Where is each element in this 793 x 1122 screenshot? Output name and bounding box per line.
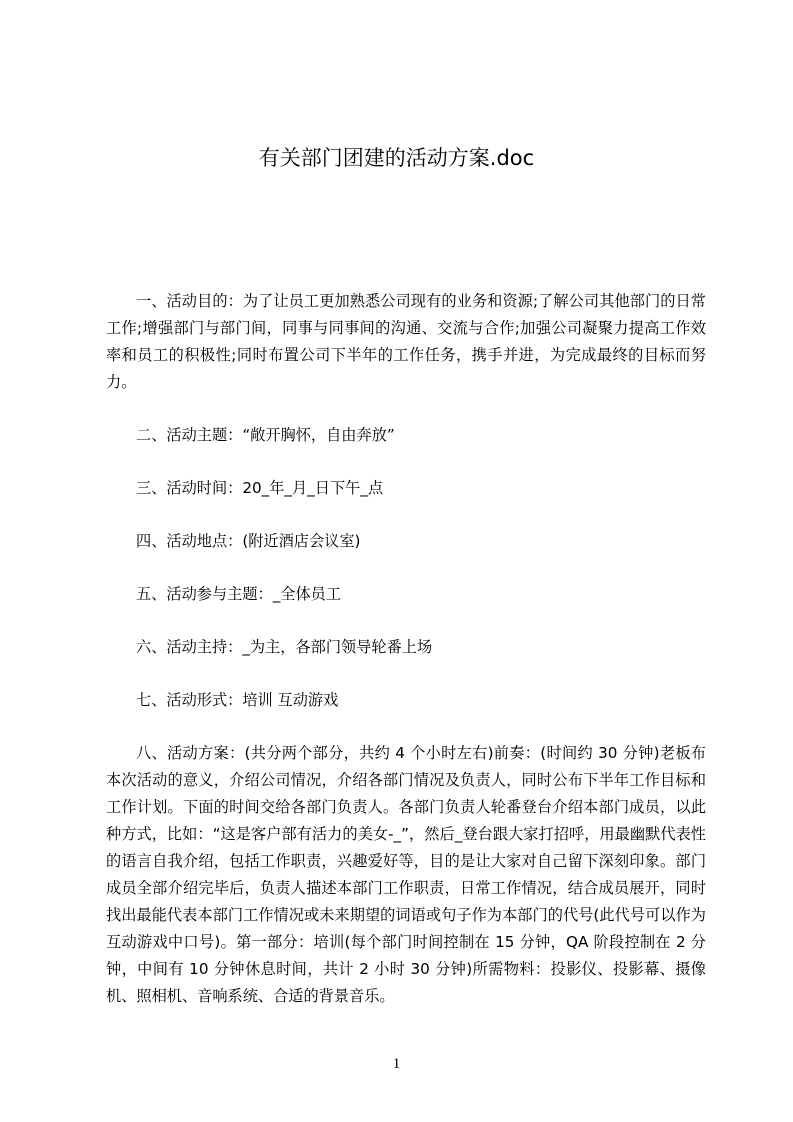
section-location: 四、活动地点：(附近酒店会议室) (136, 532, 361, 550)
section-host: 六、活动主持：_为主，各部门领导轮番上场 (136, 638, 433, 656)
paragraph-spacer (106, 449, 706, 475)
section-format: 七、活动形式：培训 互动游戏 (136, 691, 339, 709)
section-plan: 八、活动方案：(共分两个部分，共约 4 个小时左右)前奏：(时间约 30 分钟)老板布本次活动的意义，介绍公司情况，介绍各部门情况及负责人，同时公布下半年工作目标和工作计划。下面的时间交给各部门负责人。各部门负责人轮番登台介绍本部门成员，以此种方式，比如：“这是客户部有活力的美女-_”，然后_登台跟大家打招呼，用最幽默代表性的语言自我介绍，包括工作职责，兴趣爱好等，目的是让大家对自己留下深刻印象。部门成员全部介绍完毕后，负责人描述本部门工作职责，日常工作情况，结合成员展开，同时找出最能代表本部门工作情况或未来期望的词语或句子作为本部门的代号(此代号可以作为互动游戏中口号)。第一部分：培训(每个部门时间控制在 15 分钟，QA 阶段控制在 2 分钟，中间有 10 分钟休息时间，共计 2 小时 30 分钟)所需物料：投影仪、投影幕、摄像机、照相机、音响系统、合适的背景音乐。 (106, 744, 706, 1005)
document-body (106, 288, 706, 1010)
paragraph-spacer (106, 555, 706, 581)
paragraph-spacer (106, 396, 706, 422)
document-title: 有关部门团建的活动方案.doc (258, 146, 535, 170)
page-number: 1 (392, 1056, 401, 1072)
paragraph-spacer (106, 714, 706, 740)
paragraph-spacer (106, 608, 706, 634)
section-purpose: 一、活动目的：为了让员工更加熟悉公司现有的业务和资源;了解公司其他部门的日常工作;增强部门与部门间，同事与同事间的沟通、交流与合作;加强公司凝聚力提高工作效率和员工的积极性;同时布置公司下半年的工作任务，携手并进，为完成最终的目标而努力。 (106, 292, 706, 391)
section-time: 三、活动时间：20_年_月_日下午_点 (136, 479, 384, 497)
section-participants: 五、活动参与主题：_全体员工 (136, 585, 342, 603)
section-theme: 二、活动主题：“敞开胸怀，自由奔放” (136, 426, 395, 444)
paragraph-spacer (106, 502, 706, 528)
paragraph-spacer (106, 661, 706, 687)
